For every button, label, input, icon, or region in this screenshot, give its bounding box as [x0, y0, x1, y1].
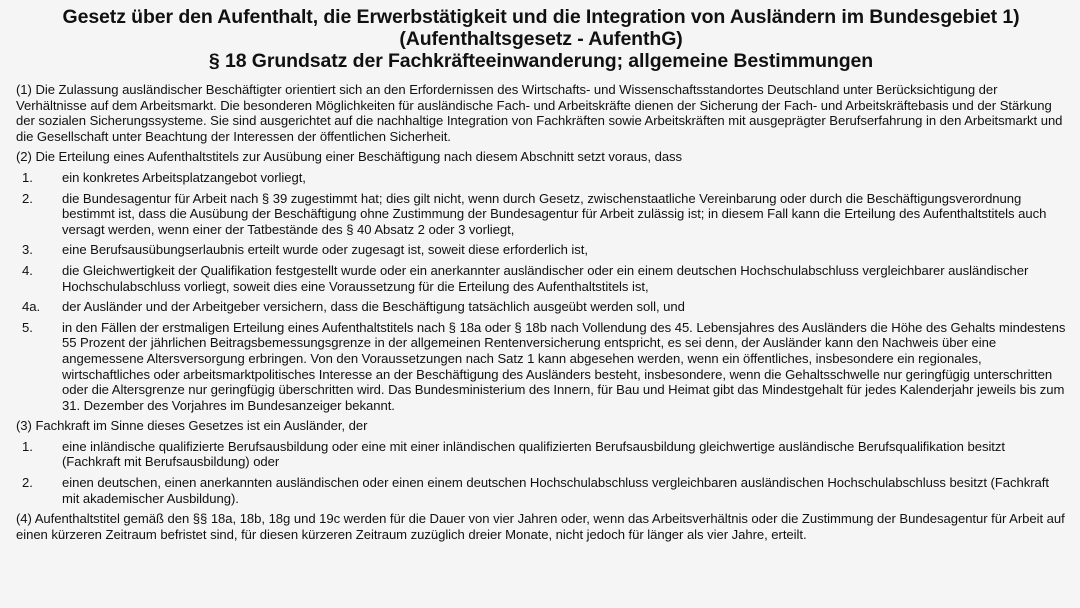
- list-item-number: 1.: [22, 438, 33, 454]
- list-item: [16, 320, 1066, 414]
- list-item-number: 3.: [22, 242, 33, 258]
- list-item-text: die Gleichwertigkeit der Qualifikation festgestellt wurde oder ein anerkannter ausländischer oder ein einem deutschen Hochschulabschluss vergleichbarer ausländischer Hochschulabschluss vorliegt, soweit dies eine Voraussetzung für die Erteilung des Aufenthaltstitels ist,: [62, 262, 1029, 294]
- list-item-number: 2.: [22, 475, 33, 491]
- list-item-number: 4.: [22, 262, 33, 278]
- list-item-text: eine Berufsausübungserlaubnis erteilt wurde oder zugesagt ist, soweit diese erforderlich ist,: [62, 242, 588, 258]
- list-item-text: eine inländische qualifizierte Berufsausbildung oder eine mit einer inländischen qualifizierten Berufsausbildung gleichwertige ausländische Berufsqualifikation besitzt (Fachkraft mit Berufsausbildung) oder: [62, 438, 1005, 470]
- list-item: [16, 170, 1066, 186]
- list-item-text: der Ausländer und der Arbeitgeber versichern, dass die Beschäftigung tatsächlich ausgeübt werden soll, und: [62, 299, 685, 315]
- list-item-text: einen deutschen, einen anerkannten ausländischen oder einen einem deutschen Hochschulabschluss vergleichbaren ausländischen Hochschulabschluss besitzt (Fachkraft mit akademischer Ausbildung).: [62, 475, 1049, 506]
- list-item-number: 1.: [22, 169, 33, 185]
- list-item-text: die Bundesagentur für Arbeit nach § 39 zugestimmt hat; dies gilt nicht, wenn durch Gesetz, zwischenstaatliche Vereinbarung oder durch die Beschäftigungsverordnung bestimmt ist, dass die Ausübung der Beschäftigung ohne Zustimmung der Bundesagentur für Arbeit zulässig ist; in diesem Fall kann die Erteilung des Aufenthaltstitels auch versagt werden, wenn einer der Tatbestände des § 40 Absatz 2 oder 3 vorliegt,: [62, 190, 1047, 237]
- list-item: [16, 439, 1066, 470]
- law-title: Gesetz über den Aufenthalt, die Erwerbstätigkeit und die Integration von Ausländern im Bundesgebiet 1): [62, 6, 1020, 28]
- paragraph-2-intro: (2) Die Erteilung eines Aufenthaltstitels zur Ausübung einer Beschäftigung nach diesem Abschnitt setzt voraus, dass: [16, 149, 683, 165]
- paragraph-1: (1) Die Zulassung ausländischer Beschäftigter orientiert sich an den Erfordernissen des Wirtschafts- und Wissenschaftsstandortes Deutschland unter Berücksichtigung der Verhältnisse auf dem Arbeitsmarkt. Die besonderen Möglichkeiten für ausländische Fach- und Arbeitskräfte dienen der Sicherung der Fach- und Arbeitskräftebasis und der Stärkung der sozialen Sicherungssysteme. Sie sind ausgerichtet auf die nachhaltige Integration von Fachkräften sowie Arbeitskräften mit ausgeprägter Berufserfahrung in den Arbeitsmarkt und die Gesellschaft unter Beachtung der Interessen der öffentlichen Sicherheit.: [16, 82, 1063, 144]
- law-short-title: (Aufenthaltsgesetz - AufenthG): [399, 28, 683, 50]
- section-title: § 18 Grundsatz der Fachkräfteeinwanderung; allgemeine Bestimmungen: [208, 50, 874, 72]
- document-body: [16, 82, 1066, 542]
- list-item-text: in den Fällen der erstmaligen Erteilung eines Aufenthaltstitels nach § 18a oder § 18b nach Vollendung des 45. Lebensjahres des Ausländers die Höhe des Gehalts mindestens 55 Prozent der jährlichen Beitragsbemessungsgrenze in der allgemeinen Rentenversicherung entspricht, es sei denn, der Ausländer kann den Nachweis über eine angemessene Altersversorgung erbringen. Von den Voraussetzungen nach Satz 1 kann abgesehen werden, wenn ein öffentliches, insbesondere ein regionales, wirtschaftliches oder arbeitsmarktpolitisches Interesse an der Beschäftigung des Ausländers besteht, insbesondere, wenn die Gehaltsschwelle nur geringfügig unterschritten oder die Altersgrenze nur geringfügig überschritten wird. Das Bundesministerium des Innern, für Bau und Heimat gibt das Mindestgehalt für jedes Kalenderjahr jeweils bis zum 31. Dezember des Vorjahres im Bundesanzeiger bekannt.: [62, 319, 1066, 413]
- document-header: [16, 6, 1066, 72]
- list-item-text: ein konkretes Arbeitsplatzangebot vorliegt,: [62, 169, 306, 185]
- paragraph-3-intro: (3) Fachkraft im Sinne dieses Gesetzes ist ein Ausländer, der: [16, 418, 368, 434]
- list-item-number: 5.: [22, 319, 33, 335]
- list-item: [16, 299, 1066, 315]
- list-item: [16, 191, 1066, 238]
- list-item: [16, 263, 1066, 294]
- list-item-number: 4a.: [22, 299, 41, 315]
- list-item: [16, 242, 1066, 258]
- list-item: [16, 475, 1066, 506]
- list-item-number: 2.: [22, 190, 33, 206]
- paragraph-4: (4) Aufenthaltstitel gemäß den §§ 18a, 18b, 18g und 19c werden für die Dauer von vier Jahren oder, wenn das Arbeitsverhältnis oder die Zustimmung der Bundesagentur für Arbeit auf einen kürzeren Zeitraum befristet sind, für diesen kürzeren Zeitraum zuzüglich dreier Monate, nicht jedoch für länger als vier Jahre, erteilt.: [16, 511, 1065, 542]
